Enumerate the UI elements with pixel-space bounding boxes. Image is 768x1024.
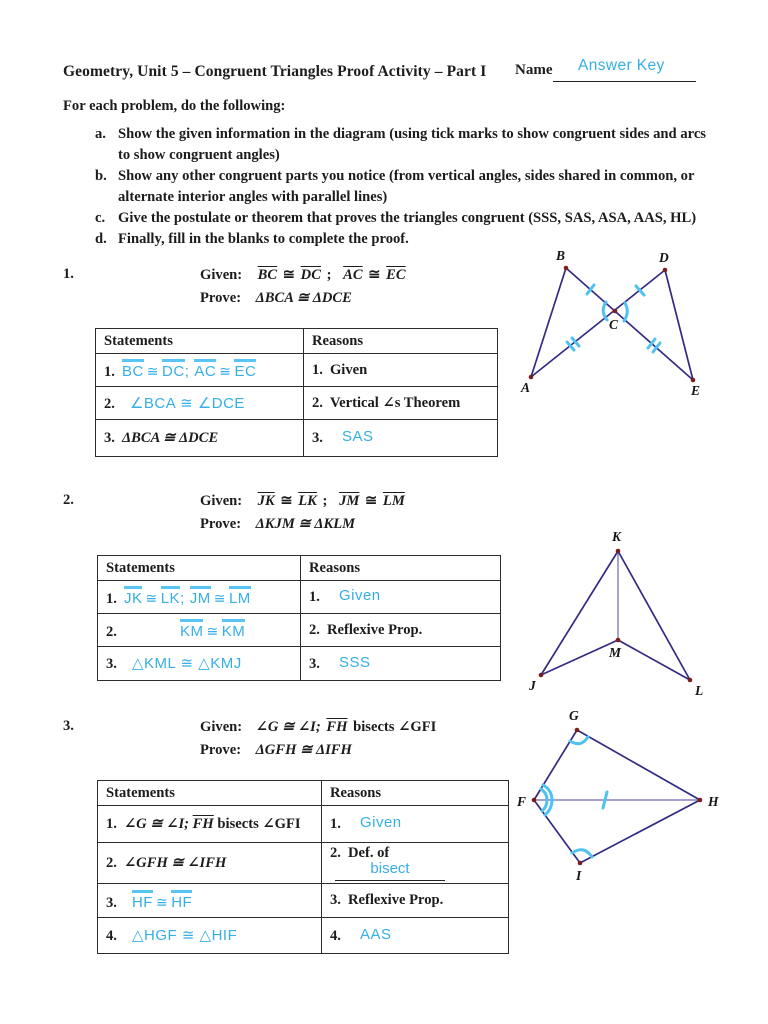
instructions xyxy=(63,96,715,250)
given-label: Given: xyxy=(200,267,243,283)
row-number: 2. xyxy=(309,621,320,638)
table-row xyxy=(98,581,501,614)
row-number: 2. xyxy=(104,395,115,412)
congruence-marks xyxy=(541,737,607,857)
vertex-label-K: K xyxy=(612,529,622,544)
row-number: 2. xyxy=(106,855,117,871)
row-number: 4. xyxy=(330,927,341,944)
statement-bisects: bisects ∠GFI xyxy=(213,816,301,832)
angle-arc-F-lower xyxy=(542,800,547,811)
hw-congruent: ≅ xyxy=(206,623,219,639)
table-header-row xyxy=(96,329,498,354)
problem-2-given-prove xyxy=(200,490,407,536)
statement-text: ∠GFH ≅ ∠IFH xyxy=(123,855,227,871)
vertex-label-D: D xyxy=(659,250,669,265)
statement-cell xyxy=(98,806,322,843)
row-number: 1. xyxy=(312,361,323,378)
statement-cell xyxy=(98,843,322,884)
row-number: 1. xyxy=(330,816,341,832)
congruent-symbol: ≅ xyxy=(282,267,296,283)
segment-FH: $\overline{FH}$ xyxy=(326,719,348,735)
hw-congruent: ≅ xyxy=(219,363,232,379)
hw-separator: ; xyxy=(184,363,190,380)
fill-in-blank xyxy=(335,862,445,881)
hw-segment: LM xyxy=(229,586,251,607)
reason-cell xyxy=(301,647,501,681)
instruction-item-b xyxy=(63,166,715,208)
item-letter: c. xyxy=(95,210,106,226)
row-number: 1. xyxy=(106,816,117,832)
segment-AC: $\overline{AC}$ xyxy=(343,267,363,283)
prove-statement: ΔBCA ≅ ΔDCE xyxy=(255,290,352,306)
hw-congruent: ≅ xyxy=(145,590,158,606)
item-text: Give the postulate or theorem that proves the triangles congruent (SSS, SAS, ASA, AAS, HL) xyxy=(118,210,697,226)
hw-statement: △KML ≅ △KMJ xyxy=(131,655,242,672)
table-row xyxy=(98,843,509,884)
hw-segment: KM xyxy=(222,619,246,640)
problem-1-given-prove xyxy=(200,264,408,310)
reason-cell xyxy=(304,420,498,457)
row-number: 3. xyxy=(312,430,323,446)
instruction-item-a xyxy=(63,124,715,166)
prove-label: Prove: xyxy=(200,516,242,532)
statements-header: Statements xyxy=(96,329,304,354)
vertex-label-H: H xyxy=(708,794,719,809)
proof-table-3 xyxy=(97,780,509,954)
statement-cell xyxy=(98,647,301,681)
hw-segment: JK xyxy=(124,586,143,607)
reason-cell xyxy=(304,354,498,387)
row-number: 2. xyxy=(330,845,341,861)
row-number: 1. xyxy=(104,364,115,380)
hw-segment: BC xyxy=(122,359,144,380)
vertex-label-F: F xyxy=(517,794,527,809)
row-number: 3. xyxy=(106,894,117,911)
hw-reason: Given xyxy=(359,814,402,831)
vertex-label-G: G xyxy=(569,708,579,723)
reasons-header: Reasons xyxy=(301,556,501,581)
hw-congruent: ≅ xyxy=(213,590,226,606)
hw-congruent: ≅ xyxy=(155,893,169,910)
vertex-dots xyxy=(532,728,703,866)
given-bisects-text: bisects ∠GFI xyxy=(353,719,437,735)
reason-cell xyxy=(301,581,501,614)
vertex-label-I: I xyxy=(576,868,582,883)
diagram-1-butterfly-triangles xyxy=(503,242,718,402)
triangle-lines xyxy=(541,551,690,680)
statement-cell xyxy=(98,581,301,614)
diagram-2-arrowhead-triangles xyxy=(505,524,705,704)
segment-EC: $\overline{EC}$ xyxy=(386,267,406,283)
statement-cell xyxy=(96,354,304,387)
vertex-dots xyxy=(539,549,693,683)
statements-header: Statements xyxy=(98,781,322,806)
hw-segment: EC xyxy=(234,359,256,380)
row-number: 2. xyxy=(312,395,323,411)
table-row xyxy=(96,354,498,387)
hw-segment: JM xyxy=(190,586,211,607)
table-header-row xyxy=(98,556,501,581)
table-row xyxy=(96,420,498,457)
reason-cell xyxy=(322,918,509,954)
item-letter: a. xyxy=(95,126,106,142)
proof-table-1 xyxy=(95,328,498,457)
prove-line xyxy=(200,739,436,762)
row-number: 3. xyxy=(106,656,117,672)
given-label: Given: xyxy=(200,719,243,735)
segment-JK: $\overline{JK}$ xyxy=(257,493,275,509)
problem-3-given-prove xyxy=(200,716,436,762)
hw-segment: AC xyxy=(194,359,216,380)
reason-text: Vertical ∠s Theorem xyxy=(329,395,461,411)
given-angles: ∠G ≅ ∠I; xyxy=(255,719,325,735)
item-letter: d. xyxy=(95,231,107,247)
vertex-label-C: C xyxy=(609,317,619,332)
segment-JM: $\overline{JM}$ xyxy=(339,493,360,509)
row-number: 2. xyxy=(106,624,117,640)
statements-header: Statements xyxy=(98,556,301,581)
given-line xyxy=(200,264,408,287)
segment-LK: $\overline{LK}$ xyxy=(298,493,317,509)
row-number: 3. xyxy=(309,655,320,672)
hw-separator: ; xyxy=(180,590,185,607)
table-row xyxy=(98,884,509,918)
item-text: Show the given information in the diagram (using tick marks to show congruent sides and arcs to show congruent angles) xyxy=(118,126,706,163)
prove-label: Prove: xyxy=(200,742,242,758)
angle-arc-F-upper xyxy=(541,789,547,800)
page-title: Geometry, Unit 5 – Congruent Triangles Proof Activity – Part I xyxy=(63,63,487,80)
name-answer-value: Answer Key xyxy=(578,57,665,74)
hw-statement: △HGF ≅ △HIF xyxy=(131,927,238,944)
problem-2-number: 2. xyxy=(63,492,74,508)
congruent-symbol: ≅ xyxy=(280,493,293,509)
hw-reason: SSS xyxy=(338,653,371,671)
congruent-symbol: ≅ xyxy=(365,493,378,509)
hw-reason: AAS xyxy=(359,925,392,943)
given-line xyxy=(200,490,407,513)
hw-congruent: ≅ xyxy=(146,363,160,379)
statement-cell xyxy=(96,387,304,420)
reasons-header: Reasons xyxy=(322,781,509,806)
statement-angles: ∠G ≅ ∠I; xyxy=(123,816,193,832)
reason-cell xyxy=(322,843,509,884)
instructions-intro: For each problem, do the following: xyxy=(63,98,286,114)
table-row xyxy=(98,647,501,681)
item-text: Finally, fill in the blanks to complete the proof. xyxy=(118,231,409,247)
vertex-label-L: L xyxy=(695,683,704,698)
prove-line xyxy=(200,513,407,536)
table-row xyxy=(98,918,509,954)
reason-text: Reflexive Prop. xyxy=(347,892,444,908)
problem-1-number: 1. xyxy=(63,266,74,282)
table-row xyxy=(98,614,501,647)
row-number: 1. xyxy=(106,591,117,607)
table-row xyxy=(96,387,498,420)
row-number: 3. xyxy=(104,430,115,446)
vertex-label-J: J xyxy=(529,678,536,693)
congruent-symbol: ≅ xyxy=(368,267,381,283)
reason-text: Given xyxy=(329,361,368,378)
prove-line xyxy=(200,287,408,310)
vertex-label-A: A xyxy=(521,380,531,395)
segment-LM: $\overline{LM}$ xyxy=(382,493,405,509)
row-number: 4. xyxy=(106,928,117,944)
hw-reason: SAS xyxy=(341,428,374,445)
item-letter: b. xyxy=(95,168,107,184)
given-line xyxy=(200,716,436,739)
triangle-lines xyxy=(534,730,700,863)
angle-arc-right-at-C xyxy=(624,303,627,321)
table-header-row xyxy=(98,781,509,806)
tick-mark-FH xyxy=(603,792,607,808)
prove-label: Prove: xyxy=(200,290,242,306)
reason-text: Def. of xyxy=(347,845,390,861)
vertex-label-E: E xyxy=(691,383,701,398)
hw-segment: LK xyxy=(161,586,180,607)
name-label: Name xyxy=(515,62,553,78)
table-row xyxy=(98,806,509,843)
segment-BC: $\overline{BC}$ xyxy=(257,267,278,283)
statement-cell xyxy=(98,614,301,647)
statement-cell xyxy=(98,918,322,954)
row-number: 1. xyxy=(309,589,320,605)
vertex-label-B: B xyxy=(556,248,566,263)
prove-statement: ΔKJM ≅ ΔKLM xyxy=(255,516,356,532)
row-number: 3. xyxy=(330,892,341,908)
name-blank-line xyxy=(553,81,696,82)
separator: ; xyxy=(326,267,332,283)
statement-cell xyxy=(96,420,304,457)
reason-cell xyxy=(304,387,498,420)
diagram-3-kite-triangles xyxy=(503,695,735,890)
problem-3-number: 3. xyxy=(63,718,74,734)
reason-cell xyxy=(322,884,509,918)
hw-reason: Given xyxy=(338,587,381,604)
proof-table-2 xyxy=(97,555,501,681)
prove-statement: ΔGFH ≅ ΔIFH xyxy=(255,742,352,758)
hw-blank-answer: bisect xyxy=(370,860,410,877)
statement-cell xyxy=(98,884,322,918)
reason-cell xyxy=(301,614,501,647)
reasons-header: Reasons xyxy=(304,329,498,354)
segment-FH: $\overline{FH}$ xyxy=(192,816,214,832)
segment-DC: $\overline{DC}$ xyxy=(300,267,321,283)
hw-segment: KM xyxy=(180,619,204,640)
statement-text: ΔBCA ≅ ΔDCE xyxy=(121,430,219,446)
instruction-item-c xyxy=(63,208,715,229)
vertex-label-M: M xyxy=(609,645,622,660)
reason-text: Reflexive Prop. xyxy=(326,621,423,638)
hw-segment: HF xyxy=(132,890,153,911)
hw-segment: DC xyxy=(162,359,185,380)
reason-cell xyxy=(322,806,509,843)
item-text: Show any other congruent parts you notice (from vertical angles, sides shared in common, or alternate interior angles with parallel lines) xyxy=(118,168,695,205)
hw-segment: HF xyxy=(171,890,192,911)
given-label: Given: xyxy=(200,493,243,509)
hw-statement: ∠BCA ≅ ∠DCE xyxy=(129,394,245,412)
separator: ; xyxy=(322,493,328,509)
